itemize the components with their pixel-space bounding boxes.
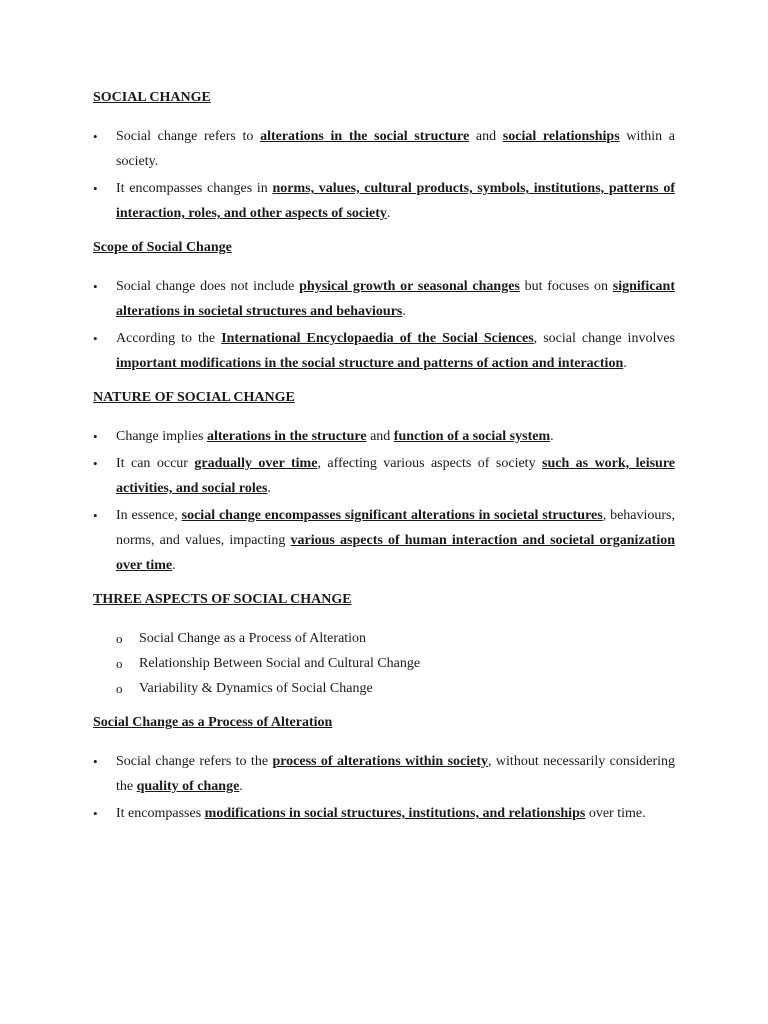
- list-item: • It encompasses modifications in social structures, institutions, and relationships over time.: [93, 801, 675, 826]
- circle-bullet-icon: o: [116, 631, 123, 646]
- list-item: • According to the International Encyclopaedia of the Social Sciences, social change involves important modifications in the social structure and patterns of action and interaction.: [93, 326, 675, 376]
- list-item: o Social Change as a Process of Alteration: [116, 626, 675, 651]
- section-heading: SOCIAL CHANGE: [93, 90, 211, 105]
- list-item: • Social change refers to the process of alterations within society, without necessarily considering the quality of change.: [93, 749, 675, 799]
- document-page: [93, 84, 675, 826]
- circle-bullet-icon: o: [116, 681, 123, 696]
- bullet-icon: •: [93, 508, 98, 523]
- list-item: o Variability & Dynamics of Social Change: [116, 676, 675, 701]
- section-heading: Social Change as a Process of Alteration: [93, 715, 333, 730]
- bullet-icon: •: [93, 456, 98, 471]
- bullet-list: [93, 124, 675, 226]
- list-item: • Social change does not include physical growth or seasonal changes but focuses on significant alterations in societal structures and behaviours.: [93, 274, 675, 324]
- list-item: • In essence, social change encompasses significant alterations in societal structures, behaviours, norms, and values, impacting various aspects of human interaction and societal organization over time.: [93, 503, 675, 578]
- bullet-icon: •: [93, 429, 98, 444]
- bullet-list: [93, 424, 675, 578]
- bullet-icon: •: [93, 754, 98, 769]
- list-item: • It encompasses changes in norms, values, cultural products, symbols, institutions, patterns of interaction, roles, and other aspects of society.: [93, 176, 675, 226]
- bullet-icon: •: [93, 331, 98, 346]
- list-item: • Change implies alterations in the structure and function of a social system.: [93, 424, 675, 449]
- bullet-icon: •: [93, 806, 98, 821]
- circle-bullet-icon: o: [116, 656, 123, 671]
- section-heading: NATURE OF SOCIAL CHANGE: [93, 390, 295, 405]
- section-heading: THREE ASPECTS OF SOCIAL CHANGE: [93, 592, 352, 607]
- list-item: o Relationship Between Social and Cultural Change: [116, 651, 675, 676]
- section-heading: Scope of Social Change: [93, 240, 232, 255]
- list-item: • Social change refers to alterations in the social structure and social relationships within a society.: [93, 124, 675, 174]
- bullet-icon: •: [93, 279, 98, 294]
- sub-list: [93, 626, 675, 701]
- list-item: • It can occur gradually over time, affecting various aspects of society such as work, leisure activities, and social roles.: [93, 451, 675, 501]
- bullet-icon: •: [93, 129, 98, 144]
- bullet-list: [93, 274, 675, 376]
- bullet-list: [93, 749, 675, 826]
- bullet-icon: •: [93, 181, 98, 196]
